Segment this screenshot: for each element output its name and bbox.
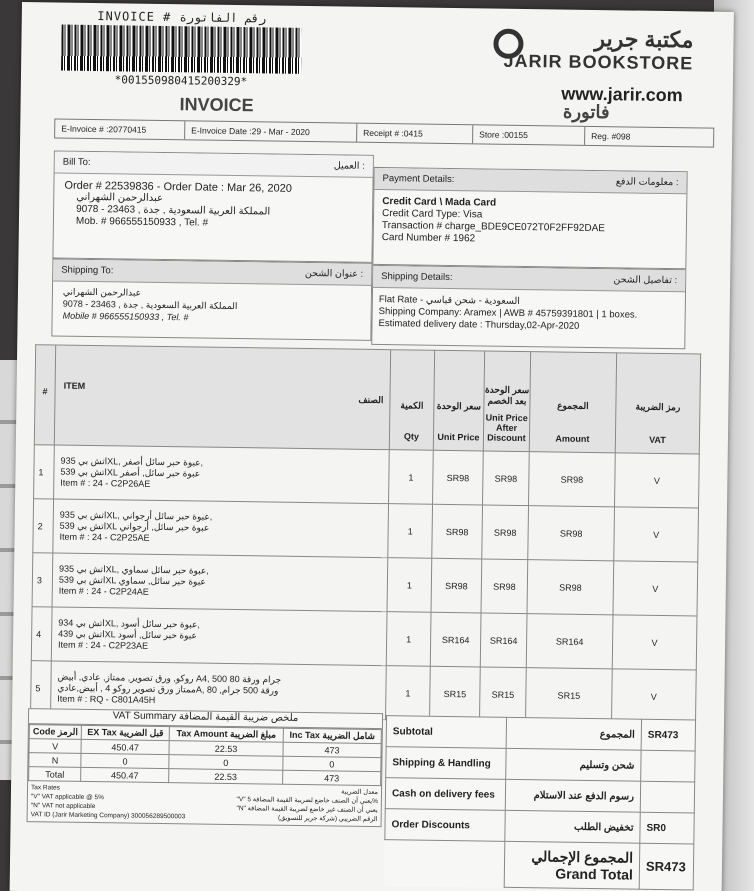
vat-col-tax-amount: Tax Amount مبلغ الضريبة (169, 727, 283, 743)
table-row (385, 778, 694, 813)
grand-total-label (504, 841, 640, 889)
shipping-to-label-arabic: عنوان الشحن : (304, 267, 364, 280)
vat-col-ex-tax: EX Tax قبل الضريبة (81, 725, 169, 740)
bill-to-label-arabic: العميل : (333, 160, 365, 172)
row-item-code: Item # : 24 - C2P23AE (57, 639, 149, 651)
col-amount-ar: المجموع (557, 400, 589, 411)
vat-cell: 0 (169, 755, 283, 771)
register-number: Reg. #098 (591, 130, 631, 142)
col-vat (615, 353, 700, 454)
row-description (53, 499, 389, 558)
shipping-details-label: Shipping Details: (381, 271, 453, 284)
row-item-code: Item # : 24 - C2P25AE (59, 531, 150, 543)
barcode-block (61, 9, 302, 89)
vat-cell: 22.53 (169, 769, 283, 785)
barcode-label: INVOICE # رقم الفاتورة (97, 9, 267, 26)
subtotal-value: SR473 (641, 719, 695, 751)
shipping-rate: Flat Rate - السعودية - شحن قياسي (378, 294, 521, 307)
row-desc-line2: اتش بي 539XL عبوة حبر سائل, سماوي (58, 574, 206, 587)
table-row (33, 499, 699, 562)
bill-address: المملكة العربية السعودية , جدة , 23463 - 9078 (76, 203, 271, 218)
col-number: # (34, 345, 55, 445)
row-number: 3 (32, 553, 53, 607)
row-unit-price: SR98 (431, 558, 482, 613)
vat-col-code: Code الرمز (29, 725, 81, 740)
row-desc-line2: اتش بي 439XL عبوة حبر سائل, أسود (58, 628, 197, 641)
col-item-ar: الصنف (358, 394, 384, 406)
shipping-label: Shipping & Handling (386, 747, 506, 780)
shipping-company: Shipping Company: Aramex | AWB # 45759391801 | 1 boxes. (378, 306, 638, 321)
table-row (386, 747, 695, 782)
delivery-date: Estimated delivery date : Thursday,02-Apr-2020 (378, 318, 580, 332)
row-vat: V (615, 453, 700, 508)
grand-total-label-english: Grand Total (555, 865, 633, 883)
shipping-to-label: Shipping To: (61, 264, 114, 277)
col-amount-en: Amount (555, 433, 590, 444)
row-vat: V (613, 561, 698, 616)
row-after-discount: SR98 (482, 505, 529, 560)
vat-id-arabic: الرقم الضريبي (شركة جرير للتسويق) (277, 814, 378, 824)
row-vat: V (612, 615, 697, 670)
transaction-id: Transaction # charge_BDE9CE072T0F2FF92DAE (381, 220, 606, 235)
shipping-to-section (51, 258, 372, 340)
payment-section (372, 167, 687, 269)
row-number: 4 (31, 607, 52, 661)
vat-cell: Total (29, 767, 81, 782)
vat-cell: 450.47 (81, 739, 169, 754)
row-unit-price: SR98 (432, 504, 483, 559)
col-after-discount-ar: سعر الوحدة بعد الخصم (484, 384, 530, 407)
row-item-code: Item # : 24 - C2P26AE (60, 477, 151, 489)
col-unit-price-ar: سعر الوحدة (436, 400, 482, 412)
col-vat-en: VAT (649, 434, 666, 446)
col-item (54, 345, 390, 450)
cod-fees-label: Cash on delivery fees (385, 778, 505, 811)
cod-fees-label-arabic: رسوم الدفع عند الاستلام (505, 779, 640, 812)
col-after-discount (483, 351, 530, 452)
vat-note-n: "N" VAT not applicable (30, 802, 96, 811)
vat-cell: 450.47 (81, 767, 169, 782)
shipping-details-label-arabic: تفاصيل الشحن : (613, 274, 678, 287)
ship-mobile: Mobile # 966555150933 , Tel. # (62, 310, 189, 323)
vat-note-v: "V" VAT applicable @ 5% (30, 793, 104, 802)
row-amount: SR98 (529, 452, 616, 507)
row-amount: SR15 (526, 668, 613, 723)
store-number: Store :00155 (473, 125, 585, 145)
col-qty-ar: الكمية (400, 400, 424, 411)
bill-to-section (52, 150, 373, 262)
row-desc-line1: روكو, ورق تصوير, ممتاز, عادي, أبيض A4, جرام ورقة 80 500 (57, 671, 282, 685)
invoice-paper (10, 2, 734, 891)
bill-mobile: Mob. # 966555150933 , Tel. # (75, 215, 209, 229)
table-row (34, 445, 700, 508)
payment-method: Credit Card \ Mada Card (382, 196, 497, 209)
tax-rates-label-arabic: معدل الضريبة (341, 788, 379, 797)
table-row (32, 553, 698, 616)
card-type: Credit Card Type: Visa (382, 208, 483, 221)
vat-cell: 473 (283, 770, 381, 785)
row-desc-line1: اتش بي 935XL, عبوة حبر سائل أرجواني, (59, 509, 213, 522)
row-description (54, 445, 390, 504)
col-qty-en: Qty (403, 431, 420, 442)
e-invoice-date: E-Invoice Date :29 - Mar - 2020 (185, 121, 357, 141)
row-qty: 1 (389, 450, 434, 505)
row-after-discount: SR98 (481, 559, 528, 614)
vat-summary (27, 708, 384, 827)
row-after-discount: SR15 (480, 667, 527, 722)
totals-section (384, 715, 696, 890)
grand-total-label-arabic: المجموع الإجمالي (531, 848, 634, 866)
row-vat: V (614, 507, 699, 562)
row-after-discount: SR164 (480, 613, 527, 668)
vat-summary-title: VAT Summary ملخص ضريبة القيمة المضافة (29, 709, 382, 729)
vat-cell: 0 (81, 753, 169, 768)
row-item-code: Item # : RQ - C801A45H (57, 693, 156, 705)
vat-notes (28, 781, 382, 826)
vat-cell: 0 (283, 756, 381, 771)
row-amount: SR98 (527, 560, 614, 615)
discounts-value: SR0 (640, 812, 694, 844)
col-amount (529, 352, 616, 453)
invoice-title: INVOICE (179, 94, 254, 116)
ship-address: المملكة العربية السعودية , جدة , 23463 - 9078 (62, 298, 238, 312)
col-item-en: ITEM (63, 380, 86, 391)
subtotal-label-arabic: المجموع (506, 717, 641, 750)
row-number: 2 (33, 499, 54, 553)
row-desc-line1: اتش بي 934XL, عبوة حبر سائل أسود, (58, 617, 200, 630)
ship-name: عبدالرحمن الشهراني (62, 286, 142, 298)
row-number: 5 (31, 661, 52, 715)
row-description (51, 607, 387, 666)
row-qty: 1 (388, 504, 433, 559)
row-desc-line2: ممتاز ورق تصوير روكو 4 , أبيض,عاديA, ورقة 500 جرام, 80 (57, 682, 279, 696)
col-unit-price (433, 350, 484, 451)
row-amount: SR98 (528, 506, 615, 561)
items-table (30, 344, 701, 724)
subtotal-label: Subtotal (386, 716, 506, 749)
tax-rates-label: Tax Rates (30, 784, 60, 792)
row-qty: 1 (387, 558, 432, 613)
vat-cell: N (29, 753, 81, 768)
vat-note-n-arabic: "N" يعني أن الصنف غير خاضع لضريبة القيمة المضافة (236, 805, 378, 815)
order-number: Order # 22539836 - Order Date : Mar 26, 2020 (64, 179, 292, 195)
vat-note-v-arabic: "V" يعني أن الصنف خاضع لضريبة القيمة المضافة 5% (236, 796, 378, 806)
invoice-title-arabic: فاتورة (562, 101, 610, 123)
row-desc-line1: اتش بي 935XL, عبوة حبر سائل أصفر, (60, 455, 204, 468)
col-after-discount-en: Unit Price After Discount (485, 412, 528, 444)
col-unit-price-en: Unit Price (437, 431, 480, 443)
vat-id: VAT ID (Jarir Marketing Company) 300056289500003 (30, 811, 186, 821)
row-unit-price: SR15 (430, 666, 481, 721)
shipping-details-section (371, 265, 686, 349)
barcode-icon (61, 25, 302, 74)
row-after-discount: SR98 (483, 451, 530, 506)
discounts-label: Order Discounts (385, 809, 505, 842)
table-row (385, 809, 694, 844)
vat-cell: V (29, 739, 81, 754)
vat-cell: 473 (283, 742, 381, 757)
cod-fees-value (640, 781, 694, 813)
table-row (386, 716, 695, 751)
items-header-row (34, 345, 700, 454)
vat-cell: 22.53 (169, 741, 283, 757)
barcode-number: *00155098041520032​9* (114, 73, 248, 89)
receipt-number: Receipt # :0415 (357, 124, 473, 144)
website: www.jarir.com (561, 83, 683, 106)
col-vat-ar: رمز الضريبة (635, 401, 681, 413)
jarir-logo (493, 25, 694, 75)
row-qty: 1 (386, 666, 431, 721)
col-qty (389, 350, 434, 451)
row-desc-line2: اتش بي 539XL عبوة حبر سائل, أرجواني (59, 520, 210, 533)
row-description (52, 553, 388, 612)
grand-total-row (384, 840, 694, 890)
row-number: 1 (34, 445, 55, 499)
logo-arabic: مكتبة جرير (594, 25, 694, 53)
row-unit-price: SR98 (433, 450, 484, 505)
e-invoice-number: E-Invoice # :20770415 (55, 119, 185, 139)
logo-english: JARIR BOOKSTORE (503, 50, 694, 74)
payment-label: Payment Details: (382, 173, 455, 186)
grand-total-value: SR473 (639, 843, 694, 890)
row-qty: 1 (386, 612, 431, 667)
vat-col-inc-tax: Inc Tax شامل الضريبة (283, 728, 381, 743)
row-item-code: Item # : 24 - C2P24AE (58, 585, 149, 597)
row-desc-line1: اتش بي 935XL, عبوة حبر سائل سماوي, (59, 563, 209, 576)
row-vat: V (611, 669, 696, 724)
table-row (31, 607, 697, 670)
row-amount: SR164 (526, 614, 613, 669)
card-number: Card Number # 1962 (381, 232, 476, 245)
row-unit-price: SR164 (430, 612, 481, 667)
shipping-label-arabic: شحن وتسليم (506, 748, 641, 781)
row-desc-line2: اتش بي 539XL عبوة حبر سائل, أصفر (60, 466, 201, 479)
bill-name: عبدالرحمن الشهراني (76, 191, 164, 204)
shipping-value (641, 750, 695, 782)
bill-to-label: Bill To: (62, 156, 91, 168)
payment-label-arabic: معلومات الدفع : (615, 176, 679, 189)
discounts-label-arabic: تخفيض الطلب (505, 810, 640, 843)
